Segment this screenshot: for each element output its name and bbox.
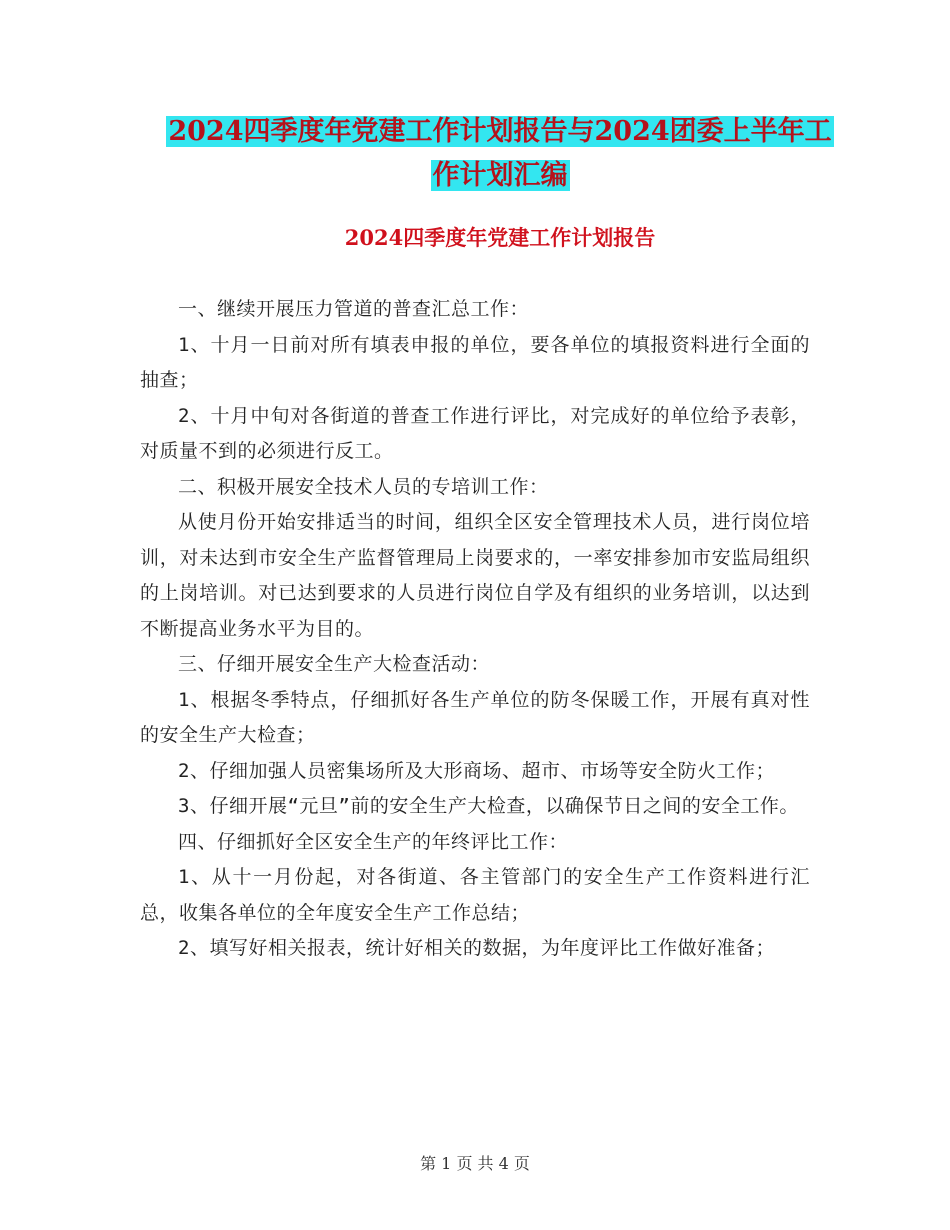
section-heading: 三、仔细开展安全生产大检查活动：: [178, 653, 491, 675]
section-heading: 二、积极开展安全技术人员的专培训工作：: [178, 475, 549, 498]
section-heading: 一、继续开展压力管道的普查汇总工作：: [178, 298, 530, 320]
document-title-line-2: [140, 154, 860, 198]
paragraph: 2、仔细加强人员密集场所及大形商场、超市、市场等安全防火工作；: [178, 759, 775, 782]
paragraph: 1、从十一月份起，对各街道、各主管部门的安全生产工作资料进行汇总，收集各单位的全年度安全生产工作总结；: [140, 866, 810, 924]
title-highlight: 作计划汇编: [432, 160, 568, 191]
paragraph: 2、十月中旬对各街道的普查工作进行评比，对完成好的单位给予表彰，对质量不到的必须进行反工。: [140, 404, 810, 462]
document-title-line-1: [140, 110, 860, 154]
paragraph: 3、仔细开展“元旦”前的安全生产大检查，以确保节日之间的安全工作。: [178, 795, 799, 817]
section-heading: 四、仔细抓好全区安全生产的年终评比工作：: [178, 830, 569, 853]
page-footer: 第 1 页 共 4 页: [420, 1154, 530, 1173]
document-body: [140, 292, 810, 967]
paragraph: 1、根据冬季特点，仔细抓好各生产单位的防冬保暖工作，开展有真对性的安全生产大检查；: [140, 688, 810, 746]
section-title: 2024四季度年党建工作计划报告: [344, 225, 656, 250]
title-highlight: 2024四季度年党建工作计划报告与2024团委上半年工: [168, 116, 832, 147]
paragraph: 1、十月一日前对所有填表申报的单位，要各单位的填报资料进行全面的抽查；: [140, 333, 810, 391]
paragraph: 2、填写好相关报表，统计好相关的数据，为年度评比工作做好准备；: [178, 937, 775, 959]
paragraph: 从使月份开始安排适当的时间，组织全区安全管理技术人员，进行岗位培训，对未达到市安全生产监督管理局上岗要求的，一率安排参加市安监局组织的上岗培训。对已达到要求的人员进行岗位自学及有组织的业务培训，以达到不断提高业务水平为目的。: [140, 511, 810, 640]
